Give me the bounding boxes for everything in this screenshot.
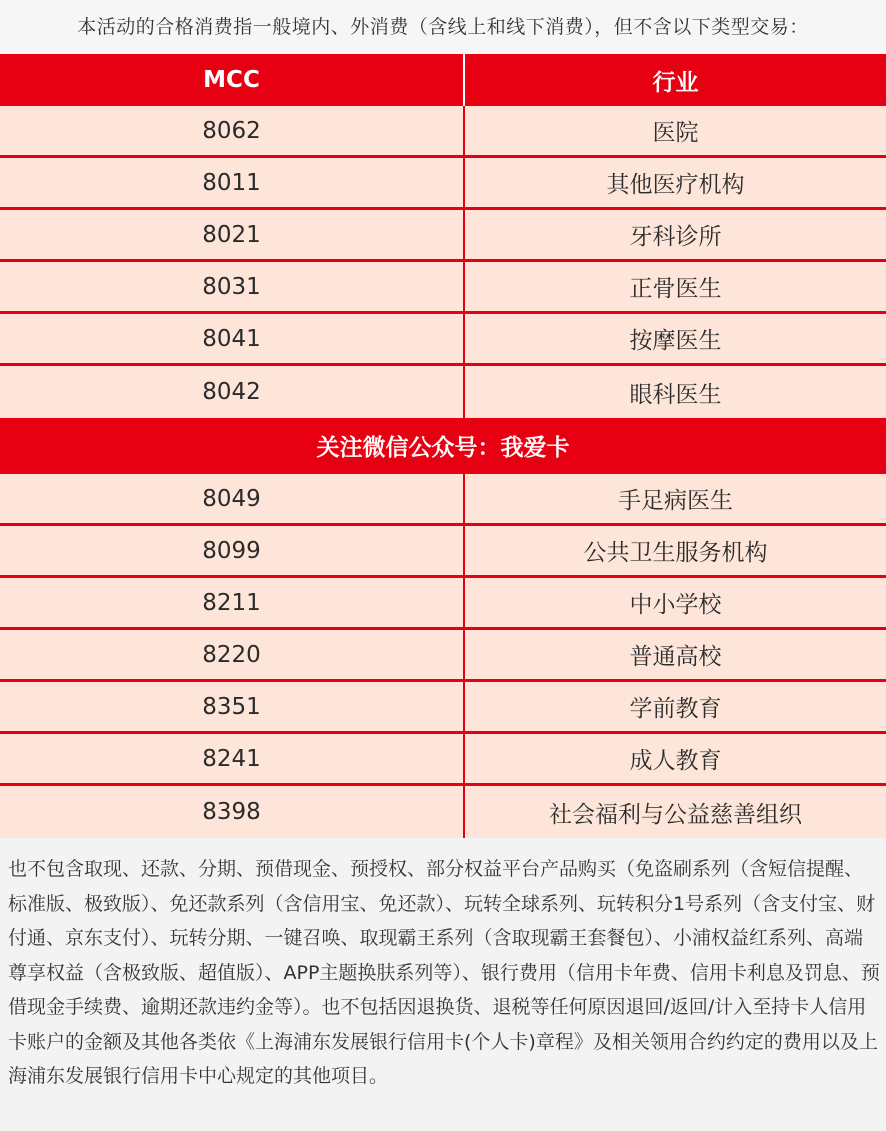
header-industry: 行业 xyxy=(463,54,886,106)
mcc-cell: 8062 xyxy=(202,117,261,144)
mcc-cell: 8011 xyxy=(202,169,261,196)
exclusion-notes: 也不包含取现、还款、分期、预借现金、预授权、部分权益平台产品购买（免盗刷系列（含短信提醒、标准版、极致版）、免还款系列（含信用宝、免还款）、玩转全球系列、玩转积分1号系列（含支付宝、财付通、京东支付）、玩转分期、一键召唤、取现霸王系列（含取现霸王套餐包）、小浦权益红系列、高端尊享权益（含极致版、超值版）、APP主题换肤系列等）、银行费用（信用卡年费、信用卡利息及罚息、预借现金手续费、逾期还款违约金等）。也不包括因退换货、退税等任何原因退回/返回/计入至持卡人信用卡账户的金额及其他各类依《上海浦东发展银行信用卡(个人卡)章程》及相关领用合约约定的费用以及上海浦东发展银行信用卡中心规定的其他项目。 xyxy=(0,838,886,1131)
industry-cell: 中小学校 xyxy=(463,578,886,627)
industry-cell: 牙科诊所 xyxy=(463,210,886,259)
table-row xyxy=(0,734,886,786)
mcc-cell: 8241 xyxy=(202,745,261,772)
industry-cell: 社会福利与公益慈善组织 xyxy=(463,786,886,838)
mcc-cell: 8220 xyxy=(202,641,261,668)
mcc-cell: 8021 xyxy=(202,221,261,248)
table-row xyxy=(0,578,886,630)
mcc-cell: 8099 xyxy=(202,537,261,564)
industry-cell: 手足病医生 xyxy=(463,474,886,523)
industry-cell: 正骨医生 xyxy=(463,262,886,311)
mcc-cell: 8031 xyxy=(202,273,261,300)
intro-text: 本活动的合格消费指一般境内、外消费（含线上和线下消费），但不含以下类型交易： xyxy=(0,0,886,54)
wechat-banner: 关注微信公众号：我爱卡 xyxy=(0,418,886,474)
mcc-cell: 8041 xyxy=(202,325,261,352)
industry-cell: 医院 xyxy=(463,106,886,155)
mcc-table xyxy=(0,54,886,838)
industry-cell: 公共卫生服务机构 xyxy=(463,526,886,575)
table-row xyxy=(0,366,886,418)
industry-cell: 按摩医生 xyxy=(463,314,886,363)
table-row xyxy=(0,630,886,682)
table-header-row xyxy=(0,54,886,106)
mcc-cell: 8351 xyxy=(202,693,261,720)
table-row xyxy=(0,682,886,734)
table-row xyxy=(0,158,886,210)
table-row xyxy=(0,262,886,314)
table-row xyxy=(0,786,886,838)
industry-cell: 其他医疗机构 xyxy=(463,158,886,207)
table-row xyxy=(0,526,886,578)
mcc-cell: 8398 xyxy=(202,799,261,825)
industry-cell: 普通高校 xyxy=(463,630,886,679)
table-row xyxy=(0,106,886,158)
industry-cell: 成人教育 xyxy=(463,734,886,783)
mcc-cell: 8211 xyxy=(202,589,261,616)
table-row xyxy=(0,474,886,526)
mcc-cell: 8049 xyxy=(202,485,261,512)
mcc-cell: 8042 xyxy=(202,379,261,405)
industry-cell: 学前教育 xyxy=(463,682,886,731)
table-row xyxy=(0,210,886,262)
header-mcc: MCC xyxy=(0,54,463,106)
table-row xyxy=(0,314,886,366)
industry-cell: 眼科医生 xyxy=(463,366,886,418)
